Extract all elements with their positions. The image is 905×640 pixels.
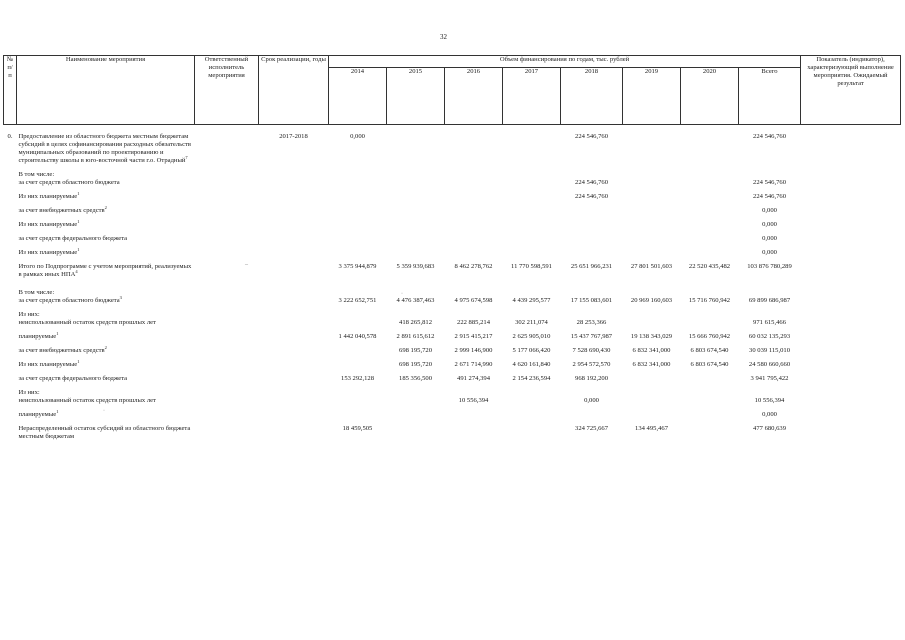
row-period: [259, 405, 329, 419]
row-period: [259, 257, 329, 279]
table-row: [4, 187, 901, 201]
row-indicator: [801, 355, 901, 369]
row-indicator: [801, 229, 901, 243]
row-value: [561, 201, 623, 215]
row-name: [17, 383, 195, 405]
row-value: 10 556,394: [754, 397, 785, 404]
scan-mark: ·: [103, 408, 105, 414]
row-indicator: [801, 341, 901, 355]
row-value: [561, 243, 623, 257]
row-value: [503, 165, 561, 187]
row-name: [17, 419, 195, 441]
header-year: 2015: [387, 68, 445, 125]
row-responsible: [195, 229, 259, 243]
row-value: [329, 383, 387, 405]
row-name-text: неиспользованный остаток средств прошлых лет: [18, 397, 156, 404]
row-value: 324 725,667: [575, 425, 608, 432]
header-year: 2019: [623, 68, 681, 125]
row-value: [503, 215, 561, 229]
row-value: [681, 215, 739, 229]
row-value: [681, 369, 739, 383]
row-value: 0,000: [762, 235, 777, 242]
row-period: [259, 279, 329, 305]
row-value: [387, 165, 445, 187]
row-num: [4, 279, 17, 305]
row-period: [259, 327, 329, 341]
row-value: 19 138 343,029: [630, 333, 673, 340]
row-responsible: [195, 257, 259, 279]
row-responsible: [195, 305, 259, 327]
row-value: [681, 187, 739, 201]
row-period: [259, 201, 329, 215]
row-value: 1 442 040,578: [338, 333, 377, 340]
table-row: [4, 201, 901, 215]
header-year: 2014: [329, 68, 387, 125]
row-value: [445, 419, 503, 441]
row-value: 2 671 714,990: [454, 361, 493, 368]
row-period: [259, 215, 329, 229]
row-value: [681, 229, 739, 243]
table-row: [4, 243, 901, 257]
row-value: [561, 215, 623, 229]
row-responsible: [195, 419, 259, 441]
row-value: [681, 383, 739, 405]
row-value: [623, 305, 681, 327]
table-row: [4, 405, 901, 419]
table-row: [4, 125, 901, 166]
row-value: 224 546,760: [575, 179, 608, 186]
row-value: [445, 405, 503, 419]
row-value: [329, 187, 387, 201]
footnote-mark: 7: [185, 154, 188, 160]
row-value: [561, 405, 623, 419]
row-name: [17, 125, 195, 166]
row-name-text: неиспользованный остаток средств прошлых лет: [18, 319, 156, 326]
row-value: [623, 229, 681, 243]
row-name: [17, 369, 195, 383]
row-name-text: за счет средств федерального бюджета: [18, 235, 128, 242]
row-period: [259, 383, 329, 405]
row-period: [259, 243, 329, 257]
row-value: 0,000: [762, 221, 777, 228]
row-period: [259, 369, 329, 383]
row-value: 4 620 161,840: [512, 361, 551, 368]
row-value: [503, 243, 561, 257]
row-value: [445, 187, 503, 201]
row-name-text: Из них планируемые: [18, 193, 78, 200]
row-name: [17, 229, 195, 243]
footnote-mark: 4: [75, 268, 78, 274]
row-name: [17, 257, 195, 279]
row-name-text: за счет внебюджетных средств: [18, 347, 105, 354]
header-name: Наименование мероприятия: [17, 56, 195, 125]
row-value: 2 915 415,217: [454, 333, 493, 340]
row-value: [503, 419, 561, 441]
row-value: 22 520 435,482: [688, 263, 731, 270]
row-value: 971 615,466: [753, 319, 786, 326]
row-value: [387, 125, 445, 166]
row-value: 103 876 780,289: [747, 263, 792, 270]
row-name-text: планируемые: [18, 333, 57, 340]
row-name-text: за счет внебюджетных средств: [18, 207, 105, 214]
table-row: [4, 229, 901, 243]
table-row: [4, 279, 901, 305]
row-value: 6 832 341,000: [632, 347, 671, 354]
row-period: 2017-2018: [279, 133, 308, 140]
row-value: 477 680,639: [753, 425, 786, 432]
footnote-mark: 1: [77, 246, 80, 252]
row-indicator: [801, 257, 901, 279]
row-name-text: за счет средств областного бюджета: [18, 297, 120, 304]
row-value: 302 211,074: [515, 319, 548, 326]
row-responsible: [195, 405, 259, 419]
row-num: [4, 305, 17, 327]
row-name: [17, 355, 195, 369]
footnote-mark: 1: [77, 190, 80, 196]
row-value: [623, 369, 681, 383]
row-value: 15 716 760,942: [688, 297, 731, 304]
row-value: 20 969 160,603: [630, 297, 673, 304]
row-value: [623, 187, 681, 201]
row-value: 2 999 146,900: [454, 347, 493, 354]
row-value: 224 546,760: [753, 193, 786, 200]
row-value: 15 666 760,942: [688, 333, 731, 340]
row-name: [17, 187, 195, 201]
row-value: 0,000: [762, 207, 777, 214]
row-value: [503, 229, 561, 243]
row-value: 11 770 598,591: [511, 263, 552, 270]
row-value: [445, 229, 503, 243]
header-year: 2016: [445, 68, 503, 125]
row-value: 69 899 686,987: [748, 297, 791, 304]
row-value: 2 625 905,010: [512, 333, 551, 340]
table-row: [4, 305, 901, 327]
row-value: [445, 243, 503, 257]
row-name-text: за счет средств федерального бюджета: [18, 375, 128, 382]
row-value: 153 292,128: [341, 375, 374, 382]
row-value: 24 580 660,660: [748, 361, 791, 368]
row-name-text: Из них планируемые: [18, 361, 78, 368]
row-responsible: [195, 383, 259, 405]
row-value: 4 975 674,598: [454, 297, 493, 304]
row-value: 224 546,760: [753, 179, 786, 186]
row-value: 60 032 135,293: [748, 333, 791, 340]
table-row: [4, 355, 901, 369]
row-value: 2 891 615,612: [396, 333, 435, 340]
footnote-mark: 3: [119, 294, 122, 300]
row-value: 27 801 501,603: [630, 263, 673, 270]
row-num: [4, 369, 17, 383]
row-period: [259, 305, 329, 327]
row-name-text: Итого по Подпрограмме с учетом мероприятий, реализуемых в рамках иных НПА: [18, 263, 192, 278]
row-name-text: Из них планируемые: [18, 249, 78, 256]
row-name: [17, 215, 195, 229]
row-indicator: [801, 419, 901, 441]
row-num: [4, 341, 17, 355]
row-value: [329, 201, 387, 215]
row-num: [4, 419, 17, 441]
row-responsible: [195, 369, 259, 383]
header-period: Срок реализации, годы: [259, 56, 329, 125]
row-indicator: [801, 125, 901, 166]
row-name: [17, 341, 195, 355]
row-indicator: [801, 215, 901, 229]
row-indicator: [801, 279, 901, 305]
row-value: [623, 405, 681, 419]
row-responsible: [195, 187, 259, 201]
header-year: 2020: [681, 68, 739, 125]
row-num: [4, 383, 17, 405]
row-value: 7 528 690,430: [572, 347, 611, 354]
row-value: [623, 125, 681, 166]
row-value: 0,000: [762, 411, 777, 418]
row-value: 10 556,394: [458, 397, 489, 404]
row-value: 0,000: [762, 249, 777, 256]
row-value: [681, 125, 739, 166]
row-value: 698 195,720: [399, 347, 432, 354]
row-value: [387, 405, 445, 419]
footnote-mark: 2: [104, 344, 107, 350]
row-name: [17, 305, 195, 327]
row-value: [503, 201, 561, 215]
row-value: [681, 201, 739, 215]
table-row: [4, 419, 901, 441]
row-num: [4, 201, 17, 215]
row-value: 15 437 767,987: [570, 333, 613, 340]
row-indicator: [801, 201, 901, 215]
row-period: [259, 165, 329, 187]
row-responsible: [195, 243, 259, 257]
row-value: [445, 215, 503, 229]
row-indicator: [801, 383, 901, 405]
row-responsible: [195, 327, 259, 341]
row-value: 5 359 939,683: [396, 263, 435, 270]
row-name: [17, 201, 195, 215]
row-value: 3 941 795,422: [750, 375, 789, 382]
row-num: [4, 405, 17, 419]
budget-table: [3, 55, 901, 441]
row-num: 0.: [7, 133, 13, 140]
footnote-mark: 1: [77, 358, 80, 364]
header-year: 2018: [561, 68, 623, 125]
row-value: 3 375 944,879: [338, 263, 377, 270]
row-prefix: В том числе:: [18, 289, 55, 296]
row-period: [259, 229, 329, 243]
scan-mark: ·: [401, 291, 403, 297]
table-row: [4, 369, 901, 383]
row-responsible: [195, 165, 259, 187]
row-indicator: [801, 243, 901, 257]
row-responsible: [195, 201, 259, 215]
row-value: [329, 355, 387, 369]
row-value: 6 832 341,000: [632, 361, 671, 368]
table-row: [4, 383, 901, 405]
header-volume: Объем финансирования по годам, тыс. рублей: [329, 56, 801, 68]
row-responsible: [195, 125, 259, 166]
table-row: [4, 257, 901, 279]
row-name-text: Нераспределенный остаток субсидий из областного бюджета местным бюджетам: [18, 425, 191, 440]
row-value: 698 195,720: [399, 361, 432, 368]
row-value: 2 954 572,570: [572, 361, 611, 368]
table-row: [4, 341, 901, 355]
row-value: [329, 243, 387, 257]
row-value: [623, 215, 681, 229]
row-value: [329, 215, 387, 229]
row-value: 17 155 083,601: [570, 297, 613, 304]
row-value: [329, 165, 387, 187]
table-row: [4, 215, 901, 229]
row-value: 6 803 674,540: [690, 347, 729, 354]
row-indicator: [801, 187, 901, 201]
row-value: 8 462 278,762: [454, 263, 493, 270]
row-prefix: В том числе:: [18, 171, 55, 178]
row-name: [17, 165, 195, 187]
row-responsible: [195, 341, 259, 355]
header-year: 2017: [503, 68, 561, 125]
row-value: [329, 341, 387, 355]
row-value: 2 154 236,594: [512, 375, 551, 382]
row-num: [4, 229, 17, 243]
scan-mark: –: [245, 262, 248, 268]
row-value: [387, 201, 445, 215]
footnote-mark: 1: [56, 408, 59, 414]
row-value: 3 222 652,751: [338, 297, 377, 304]
row-value: 18 459,505: [342, 425, 373, 432]
row-name-text: за счет средств областного бюджета: [18, 179, 120, 186]
row-value: [329, 405, 387, 419]
row-name: [17, 243, 195, 257]
row-value: [681, 305, 739, 327]
row-value: [387, 419, 445, 441]
row-value: [503, 405, 561, 419]
row-value: [329, 229, 387, 243]
row-period: [259, 341, 329, 355]
footnote-mark: 1: [56, 330, 59, 336]
row-num: [4, 327, 17, 341]
row-value: [387, 229, 445, 243]
row-indicator: [801, 369, 901, 383]
row-value: 5 177 066,420: [512, 347, 551, 354]
row-value: [503, 383, 561, 405]
table-row: [4, 327, 901, 341]
row-period: [259, 355, 329, 369]
row-value: 30 039 115,010: [749, 347, 790, 354]
row-prefix: Из них:: [18, 311, 40, 318]
row-value: 4 476 387,463: [396, 297, 435, 304]
row-indicator: [801, 327, 901, 341]
row-num: [4, 215, 17, 229]
row-value: [623, 201, 681, 215]
row-value: [445, 165, 503, 187]
table-row: [4, 165, 901, 187]
row-responsible: [195, 215, 259, 229]
row-name-text: Предоставление из областного бюджета местным бюджетам субсидий в целях софинансирования расходных обязательств муниципальных образований по проектированию и строительству школы в юго-восточной части г.о. Отрадный: [18, 133, 192, 164]
row-value: 968 192,200: [575, 375, 608, 382]
row-value: [387, 243, 445, 257]
row-num: [4, 187, 17, 201]
row-value: [387, 187, 445, 201]
row-num: [4, 165, 17, 187]
row-value: [387, 215, 445, 229]
row-value: 25 651 966,231: [570, 263, 613, 270]
row-indicator: [801, 305, 901, 327]
row-indicator: [801, 405, 901, 419]
row-period: [259, 187, 329, 201]
header-indicator: Показатель (индикатор), характеризующий выполнение мероприятия. Ожидаемый результат: [801, 56, 901, 125]
row-value: [623, 243, 681, 257]
row-value: [681, 243, 739, 257]
row-name-text: планируемые: [18, 411, 57, 418]
row-value: 224 546,760: [575, 193, 608, 200]
header-responsible: Ответственный исполнитель мероприятия: [195, 56, 259, 125]
row-value: [445, 201, 503, 215]
row-value: [387, 383, 445, 405]
row-value: 224 546,760: [753, 133, 786, 140]
row-num: [4, 257, 17, 279]
footnote-mark: 1: [77, 218, 80, 224]
row-value: 28 253,366: [576, 319, 607, 326]
row-value: 4 439 295,577: [512, 297, 551, 304]
footnote-mark: 2: [104, 204, 107, 210]
row-value: [681, 165, 739, 187]
row-value: 418 265,812: [399, 319, 432, 326]
row-name: [17, 327, 195, 341]
row-value: [445, 125, 503, 166]
row-name: [17, 405, 195, 419]
row-value: 0,000: [350, 133, 365, 140]
row-value: [503, 187, 561, 201]
row-value: 185 356,500: [399, 375, 432, 382]
row-responsible: [195, 355, 259, 369]
row-name: [17, 279, 195, 305]
row-value: 491 274,394: [457, 375, 490, 382]
row-value: [623, 383, 681, 405]
header-num: № п/п: [4, 56, 17, 125]
row-responsible: [195, 279, 259, 305]
row-value: [329, 305, 387, 327]
header-year: Всего: [739, 68, 801, 125]
row-value: [681, 405, 739, 419]
row-value: 224 546,760: [575, 133, 608, 140]
row-value: [561, 229, 623, 243]
page-number: 32: [440, 33, 447, 41]
row-indicator: [801, 165, 901, 187]
row-num: [4, 243, 17, 257]
row-period: [259, 419, 329, 441]
row-name-text: Из них планируемые: [18, 221, 78, 228]
row-value: [681, 419, 739, 441]
row-value: 0,000: [584, 397, 599, 404]
row-prefix: Из них:: [18, 389, 40, 396]
row-value: 6 803 674,540: [690, 361, 729, 368]
budget-table-sheet: [3, 55, 900, 441]
row-num: [4, 355, 17, 369]
row-value: [503, 125, 561, 166]
row-value: 222 885,214: [457, 319, 490, 326]
row-value: [623, 165, 681, 187]
row-value: 134 495,467: [635, 425, 668, 432]
